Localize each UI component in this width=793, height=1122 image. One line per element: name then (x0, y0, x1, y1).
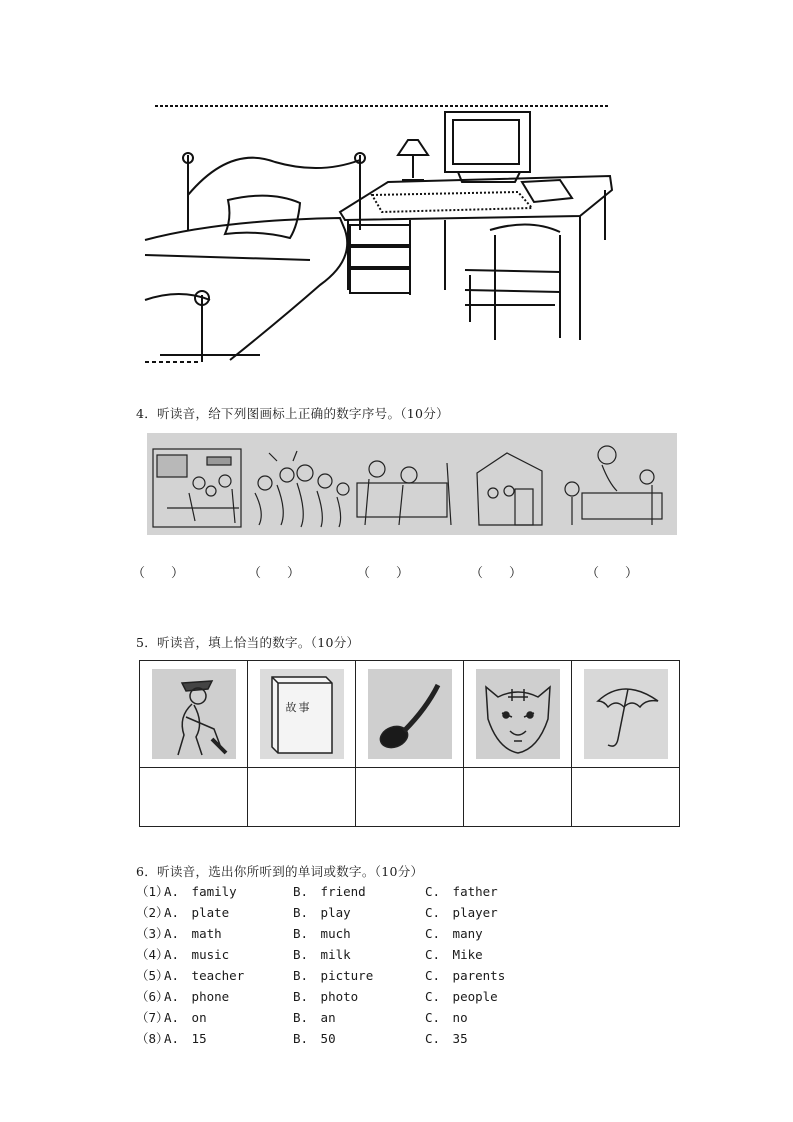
bedroom-illustration (140, 100, 615, 365)
q6-item-number: （6） (136, 989, 169, 1004)
q6-item-number: （2） (136, 905, 169, 920)
book-title-label: 故事 (285, 701, 312, 714)
q6-option-a[interactable]: A. math (164, 926, 222, 941)
tiger-mask-picture (476, 669, 560, 759)
q6-option-a[interactable]: A. phone (164, 989, 230, 1004)
q6-option-a[interactable]: A. family (164, 884, 237, 899)
q4-answer-blank-1[interactable]: （ ） (132, 566, 185, 581)
family-group-scene (255, 451, 349, 527)
kitchen-family-scene (153, 449, 241, 527)
q5-picture-cell-4 (464, 661, 572, 768)
q6-option-a[interactable]: A. teacher (164, 968, 245, 983)
spoon-picture (368, 669, 452, 759)
q6-item-1 (136, 882, 556, 903)
q6-option-c[interactable]: C. no (425, 1010, 468, 1025)
q6-item-5 (136, 966, 556, 987)
q6-option-c[interactable]: C. father (425, 884, 498, 899)
q5-answer-cell-3[interactable] (356, 768, 464, 827)
q6-option-a[interactable]: A. music (164, 947, 230, 962)
q4-title: 4．听读音，给下列图画标上正确的数字序号。（10分） (136, 406, 449, 421)
q5-picture-cell-3 (356, 661, 464, 768)
q6-option-c[interactable]: C. player (425, 905, 498, 920)
q5-picture-cell-5 (572, 661, 680, 768)
q6-item-number: （5） (136, 968, 169, 983)
family-at-table-scene (565, 446, 662, 525)
q5-answer-cell-5[interactable] (572, 768, 680, 827)
q6-item-number: （3） (136, 926, 169, 941)
q4-picture-strip (147, 433, 677, 535)
q5-answer-cell-1[interactable] (140, 768, 248, 827)
q5-answer-cell-4[interactable] (464, 768, 572, 827)
q6-option-b[interactable]: B. an (293, 1010, 336, 1025)
q6-item-3 (136, 924, 556, 945)
q6-item-number: （8） (136, 1031, 169, 1046)
farmer-with-hoe-picture (152, 669, 236, 759)
q6-option-a[interactable]: A. on (164, 1010, 207, 1025)
q6-option-c[interactable]: C. 35 (425, 1031, 468, 1046)
q6-option-c[interactable]: C. parents (425, 968, 506, 983)
q6-item-8 (136, 1029, 556, 1050)
q6-option-b[interactable]: B. milk (293, 947, 351, 962)
q6-item-number: （4） (136, 947, 169, 962)
q4-answer-blank-4[interactable]: （ ） (470, 566, 523, 581)
story-book-picture (260, 669, 344, 759)
q6-option-c[interactable]: C. Mike (425, 947, 483, 962)
q6-option-a[interactable]: A. plate (164, 905, 230, 920)
q5-answer-cell-2[interactable] (248, 768, 356, 827)
q4-answer-blank-2[interactable]: （ ） (248, 566, 301, 581)
q5-title: 5．听读音，填上恰当的数字。（10分） (136, 635, 360, 650)
q6-item-7 (136, 1008, 556, 1029)
q6-item-6 (136, 987, 556, 1008)
umbrella-picture (584, 669, 668, 759)
q4-answer-blank-3[interactable]: （ ） (357, 566, 410, 581)
q6-option-b[interactable]: B. friend (293, 884, 366, 899)
q6-item-4 (136, 945, 556, 966)
q5-picture-cell-1 (140, 661, 248, 768)
q6-item-2 (136, 903, 556, 924)
q6-option-a[interactable]: A. 15 (164, 1031, 207, 1046)
q6-option-b[interactable]: B. picture (293, 968, 374, 983)
q6-option-b[interactable]: B. photo (293, 989, 359, 1004)
house-doorway-scene (477, 453, 542, 525)
q6-option-b[interactable]: B. much (293, 926, 351, 941)
couple-on-sofa-scene (357, 461, 451, 525)
q4-answer-blank-5[interactable]: （ ） (586, 566, 639, 581)
q6-option-b[interactable]: B. play (293, 905, 351, 920)
q6-title: 6．听读音，选出你所听到的单词或数字。（10分） (136, 864, 424, 879)
q6-item-number: （7） (136, 1010, 169, 1025)
q6-option-b[interactable]: B. 50 (293, 1031, 336, 1046)
q6-option-c[interactable]: C. people (425, 989, 498, 1004)
q5-picture-cell-2 (248, 661, 356, 768)
q6-option-c[interactable]: C. many (425, 926, 483, 941)
q6-item-number: （1） (136, 884, 169, 899)
q5-answer-table (139, 660, 680, 827)
